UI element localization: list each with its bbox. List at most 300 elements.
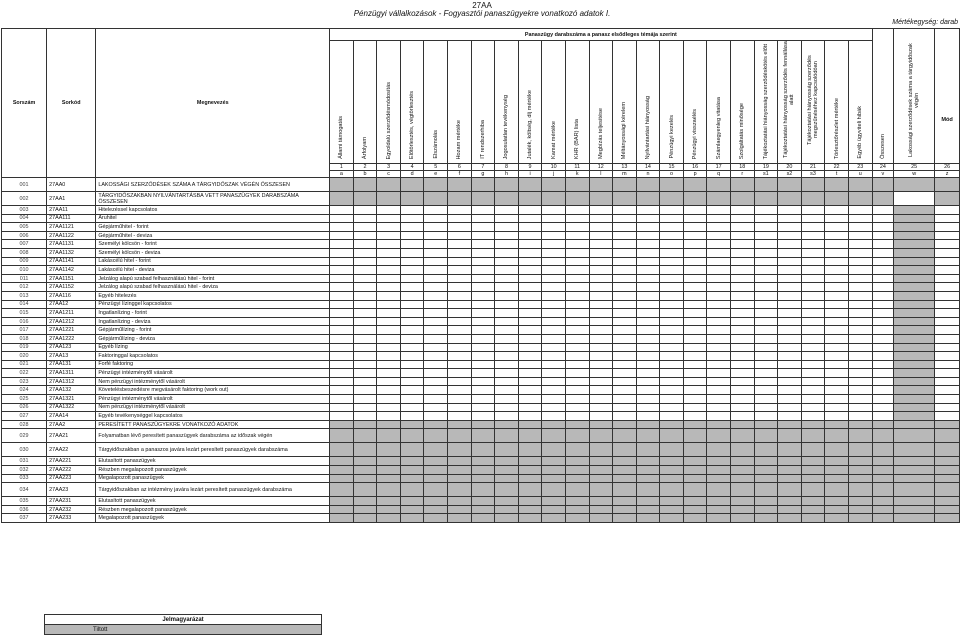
data-cell[interactable] <box>848 283 872 292</box>
data-cell[interactable] <box>730 369 754 378</box>
data-cell[interactable] <box>377 395 401 404</box>
data-cell[interactable] <box>683 412 707 421</box>
data-cell[interactable] <box>935 223 960 232</box>
data-cell[interactable] <box>848 352 872 361</box>
data-cell[interactable] <box>935 248 960 257</box>
data-cell[interactable] <box>778 343 802 352</box>
data-cell[interactable] <box>448 343 472 352</box>
data-cell[interactable] <box>565 266 589 275</box>
data-cell[interactable] <box>754 412 778 421</box>
data-cell[interactable] <box>471 274 495 283</box>
data-cell[interactable] <box>471 309 495 318</box>
data-cell[interactable] <box>424 223 448 232</box>
data-cell[interactable] <box>565 214 589 223</box>
data-cell[interactable] <box>448 334 472 343</box>
data-cell[interactable] <box>707 309 731 318</box>
data-cell[interactable] <box>778 274 802 283</box>
data-cell[interactable] <box>683 360 707 369</box>
data-cell[interactable] <box>872 377 894 386</box>
data-cell[interactable] <box>872 248 894 257</box>
data-cell[interactable] <box>518 240 542 249</box>
data-cell[interactable] <box>495 395 519 404</box>
data-cell[interactable] <box>801 291 825 300</box>
data-cell[interactable] <box>801 352 825 361</box>
data-cell[interactable] <box>778 257 802 266</box>
data-cell[interactable] <box>330 369 354 378</box>
data-cell[interactable] <box>778 395 802 404</box>
data-cell[interactable] <box>424 412 448 421</box>
data-cell[interactable] <box>353 206 377 215</box>
data-cell[interactable] <box>424 386 448 395</box>
data-cell[interactable] <box>825 257 849 266</box>
data-cell[interactable] <box>495 403 519 412</box>
data-cell[interactable] <box>935 309 960 318</box>
data-cell[interactable] <box>935 412 960 421</box>
data-cell[interactable] <box>848 343 872 352</box>
data-cell[interactable] <box>353 412 377 421</box>
data-cell[interactable] <box>754 326 778 335</box>
data-cell[interactable] <box>471 231 495 240</box>
data-cell[interactable] <box>660 240 684 249</box>
data-cell[interactable] <box>613 206 637 215</box>
data-cell[interactable] <box>660 403 684 412</box>
data-cell[interactable] <box>636 283 660 292</box>
data-cell[interactable] <box>471 343 495 352</box>
data-cell[interactable] <box>542 231 566 240</box>
data-cell[interactable] <box>778 326 802 335</box>
data-cell[interactable] <box>848 377 872 386</box>
data-cell[interactable] <box>353 403 377 412</box>
data-cell[interactable] <box>424 377 448 386</box>
data-cell[interactable] <box>377 223 401 232</box>
data-cell[interactable] <box>448 223 472 232</box>
data-cell[interactable] <box>424 240 448 249</box>
data-cell[interactable] <box>825 412 849 421</box>
data-cell[interactable] <box>495 343 519 352</box>
data-cell[interactable] <box>730 300 754 309</box>
data-cell[interactable] <box>872 291 894 300</box>
data-cell[interactable] <box>565 248 589 257</box>
data-cell[interactable] <box>518 326 542 335</box>
data-cell[interactable] <box>825 395 849 404</box>
data-cell[interactable] <box>330 248 354 257</box>
data-cell[interactable] <box>613 386 637 395</box>
data-cell[interactable] <box>848 317 872 326</box>
data-cell[interactable] <box>935 266 960 275</box>
data-cell[interactable] <box>471 317 495 326</box>
data-cell[interactable] <box>353 266 377 275</box>
data-cell[interactable] <box>778 266 802 275</box>
data-cell[interactable] <box>589 274 613 283</box>
data-cell[interactable] <box>589 369 613 378</box>
data-cell[interactable] <box>471 412 495 421</box>
data-cell[interactable] <box>400 291 424 300</box>
data-cell[interactable] <box>518 214 542 223</box>
data-cell[interactable] <box>636 248 660 257</box>
data-cell[interactable] <box>518 223 542 232</box>
data-cell[interactable] <box>448 386 472 395</box>
data-cell[interactable] <box>825 240 849 249</box>
data-cell[interactable] <box>754 395 778 404</box>
data-cell[interactable] <box>636 343 660 352</box>
data-cell[interactable] <box>872 274 894 283</box>
data-cell[interactable] <box>660 326 684 335</box>
data-cell[interactable] <box>542 360 566 369</box>
data-cell[interactable] <box>448 240 472 249</box>
data-cell[interactable] <box>848 412 872 421</box>
data-cell[interactable] <box>754 291 778 300</box>
data-cell[interactable] <box>424 291 448 300</box>
data-cell[interactable] <box>660 257 684 266</box>
data-cell[interactable] <box>825 206 849 215</box>
data-cell[interactable] <box>935 334 960 343</box>
data-cell[interactable] <box>589 360 613 369</box>
data-cell[interactable] <box>495 309 519 318</box>
data-cell[interactable] <box>707 283 731 292</box>
data-cell[interactable] <box>872 360 894 369</box>
data-cell[interactable] <box>518 352 542 361</box>
data-cell[interactable] <box>330 231 354 240</box>
data-cell[interactable] <box>330 352 354 361</box>
data-cell[interactable] <box>872 326 894 335</box>
data-cell[interactable] <box>518 403 542 412</box>
data-cell[interactable] <box>400 360 424 369</box>
data-cell[interactable] <box>518 377 542 386</box>
data-cell[interactable] <box>353 386 377 395</box>
data-cell[interactable] <box>660 283 684 292</box>
data-cell[interactable] <box>400 412 424 421</box>
data-cell[interactable] <box>730 352 754 361</box>
data-cell[interactable] <box>589 257 613 266</box>
data-cell[interactable] <box>707 231 731 240</box>
data-cell[interactable] <box>518 291 542 300</box>
data-cell[interactable] <box>471 386 495 395</box>
data-cell[interactable] <box>613 403 637 412</box>
data-cell[interactable] <box>801 343 825 352</box>
data-cell[interactable] <box>330 360 354 369</box>
data-cell[interactable] <box>636 386 660 395</box>
data-cell[interactable] <box>730 377 754 386</box>
data-cell[interactable] <box>660 317 684 326</box>
data-cell[interactable] <box>377 283 401 292</box>
data-cell[interactable] <box>589 352 613 361</box>
data-cell[interactable] <box>778 206 802 215</box>
data-cell[interactable] <box>636 257 660 266</box>
data-cell[interactable] <box>424 317 448 326</box>
data-cell[interactable] <box>848 223 872 232</box>
data-cell[interactable] <box>424 369 448 378</box>
data-cell[interactable] <box>400 309 424 318</box>
data-cell[interactable] <box>542 257 566 266</box>
data-cell[interactable] <box>848 214 872 223</box>
data-cell[interactable] <box>518 412 542 421</box>
data-cell[interactable] <box>448 352 472 361</box>
data-cell[interactable] <box>330 412 354 421</box>
data-cell[interactable] <box>400 334 424 343</box>
data-cell[interactable] <box>935 291 960 300</box>
data-cell[interactable] <box>707 291 731 300</box>
data-cell[interactable] <box>660 214 684 223</box>
data-cell[interactable] <box>683 326 707 335</box>
data-cell[interactable] <box>589 326 613 335</box>
data-cell[interactable] <box>848 274 872 283</box>
data-cell[interactable] <box>848 248 872 257</box>
data-cell[interactable] <box>636 334 660 343</box>
data-cell[interactable] <box>801 248 825 257</box>
data-cell[interactable] <box>565 300 589 309</box>
data-cell[interactable] <box>825 369 849 378</box>
data-cell[interactable] <box>353 283 377 292</box>
data-cell[interactable] <box>400 266 424 275</box>
data-cell[interactable] <box>730 334 754 343</box>
data-cell[interactable] <box>636 240 660 249</box>
data-cell[interactable] <box>471 326 495 335</box>
data-cell[interactable] <box>872 214 894 223</box>
data-cell[interactable] <box>707 257 731 266</box>
data-cell[interactable] <box>754 317 778 326</box>
data-cell[interactable] <box>565 283 589 292</box>
data-cell[interactable] <box>330 326 354 335</box>
data-cell[interactable] <box>377 334 401 343</box>
data-cell[interactable] <box>730 343 754 352</box>
data-cell[interactable] <box>542 266 566 275</box>
data-cell[interactable] <box>565 274 589 283</box>
data-cell[interactable] <box>471 240 495 249</box>
data-cell[interactable] <box>518 283 542 292</box>
data-cell[interactable] <box>471 352 495 361</box>
data-cell[interactable] <box>683 266 707 275</box>
data-cell[interactable] <box>377 360 401 369</box>
data-cell[interactable] <box>424 352 448 361</box>
data-cell[interactable] <box>518 257 542 266</box>
data-cell[interactable] <box>935 300 960 309</box>
data-cell[interactable] <box>377 266 401 275</box>
data-cell[interactable] <box>495 360 519 369</box>
data-cell[interactable] <box>400 240 424 249</box>
data-cell[interactable] <box>707 240 731 249</box>
data-cell[interactable] <box>730 317 754 326</box>
data-cell[interactable] <box>448 317 472 326</box>
data-cell[interactable] <box>330 343 354 352</box>
data-cell[interactable] <box>495 317 519 326</box>
data-cell[interactable] <box>353 352 377 361</box>
data-cell[interactable] <box>707 223 731 232</box>
data-cell[interactable] <box>518 300 542 309</box>
data-cell[interactable] <box>683 274 707 283</box>
data-cell[interactable] <box>754 214 778 223</box>
data-cell[interactable] <box>495 214 519 223</box>
data-cell[interactable] <box>754 309 778 318</box>
data-cell[interactable] <box>400 369 424 378</box>
data-cell[interactable] <box>894 192 935 206</box>
data-cell[interactable] <box>848 386 872 395</box>
data-cell[interactable] <box>636 309 660 318</box>
data-cell[interactable] <box>424 326 448 335</box>
data-cell[interactable] <box>935 343 960 352</box>
data-cell[interactable] <box>801 214 825 223</box>
data-cell[interactable] <box>353 223 377 232</box>
data-cell[interactable] <box>353 343 377 352</box>
data-cell[interactable] <box>872 309 894 318</box>
data-cell[interactable] <box>707 248 731 257</box>
data-cell[interactable] <box>471 223 495 232</box>
data-cell[interactable] <box>660 343 684 352</box>
data-cell[interactable] <box>801 274 825 283</box>
data-cell[interactable] <box>424 334 448 343</box>
data-cell[interactable] <box>683 369 707 378</box>
data-cell[interactable] <box>872 206 894 215</box>
data-cell[interactable] <box>565 360 589 369</box>
data-cell[interactable] <box>636 403 660 412</box>
data-cell[interactable] <box>424 283 448 292</box>
data-cell[interactable] <box>495 369 519 378</box>
data-cell[interactable] <box>495 326 519 335</box>
data-cell[interactable] <box>683 395 707 404</box>
data-cell[interactable] <box>683 317 707 326</box>
data-cell[interactable] <box>353 395 377 404</box>
data-cell[interactable] <box>778 300 802 309</box>
data-cell[interactable] <box>424 395 448 404</box>
data-cell[interactable] <box>848 403 872 412</box>
data-cell[interactable] <box>935 317 960 326</box>
data-cell[interactable] <box>330 300 354 309</box>
data-cell[interactable] <box>825 283 849 292</box>
data-cell[interactable] <box>471 403 495 412</box>
data-cell[interactable] <box>495 266 519 275</box>
data-cell[interactable] <box>330 309 354 318</box>
data-cell[interactable] <box>495 274 519 283</box>
data-cell[interactable] <box>636 360 660 369</box>
data-cell[interactable] <box>542 317 566 326</box>
data-cell[interactable] <box>683 386 707 395</box>
data-cell[interactable] <box>448 248 472 257</box>
data-cell[interactable] <box>565 377 589 386</box>
data-cell[interactable] <box>330 395 354 404</box>
data-cell[interactable] <box>565 231 589 240</box>
data-cell[interactable] <box>400 403 424 412</box>
data-cell[interactable] <box>872 283 894 292</box>
data-cell[interactable] <box>424 343 448 352</box>
data-cell[interactable] <box>935 377 960 386</box>
data-cell[interactable] <box>353 248 377 257</box>
data-cell[interactable] <box>400 283 424 292</box>
data-cell[interactable] <box>683 206 707 215</box>
data-cell[interactable] <box>683 377 707 386</box>
data-cell[interactable] <box>377 326 401 335</box>
data-cell[interactable] <box>400 274 424 283</box>
data-cell[interactable] <box>825 266 849 275</box>
data-cell[interactable] <box>400 326 424 335</box>
data-cell[interactable] <box>636 395 660 404</box>
data-cell[interactable] <box>471 369 495 378</box>
data-cell[interactable] <box>825 360 849 369</box>
data-cell[interactable] <box>801 403 825 412</box>
data-cell[interactable] <box>377 412 401 421</box>
data-cell[interactable] <box>730 386 754 395</box>
data-cell[interactable] <box>825 377 849 386</box>
data-cell[interactable] <box>707 395 731 404</box>
data-cell[interactable] <box>707 360 731 369</box>
data-cell[interactable] <box>448 206 472 215</box>
data-cell[interactable] <box>801 257 825 266</box>
data-cell[interactable] <box>825 343 849 352</box>
data-cell[interactable] <box>495 377 519 386</box>
data-cell[interactable] <box>754 377 778 386</box>
data-cell[interactable] <box>424 231 448 240</box>
data-cell[interactable] <box>542 352 566 361</box>
data-cell[interactable] <box>636 214 660 223</box>
data-cell[interactable] <box>683 223 707 232</box>
data-cell[interactable] <box>801 231 825 240</box>
data-cell[interactable] <box>542 326 566 335</box>
data-cell[interactable] <box>935 403 960 412</box>
data-cell[interactable] <box>589 334 613 343</box>
data-cell[interactable] <box>683 214 707 223</box>
data-cell[interactable] <box>730 283 754 292</box>
data-cell[interactable] <box>613 257 637 266</box>
data-cell[interactable] <box>935 283 960 292</box>
data-cell[interactable] <box>872 300 894 309</box>
data-cell[interactable] <box>542 334 566 343</box>
data-cell[interactable] <box>848 291 872 300</box>
data-cell[interactable] <box>778 214 802 223</box>
data-cell[interactable] <box>353 291 377 300</box>
data-cell[interactable] <box>613 412 637 421</box>
data-cell[interactable] <box>613 248 637 257</box>
data-cell[interactable] <box>848 309 872 318</box>
data-cell[interactable] <box>778 360 802 369</box>
data-cell[interactable] <box>660 352 684 361</box>
data-cell[interactable] <box>424 274 448 283</box>
data-cell[interactable] <box>754 206 778 215</box>
data-cell[interactable] <box>660 291 684 300</box>
data-cell[interactable] <box>330 274 354 283</box>
data-cell[interactable] <box>754 403 778 412</box>
data-cell[interactable] <box>495 223 519 232</box>
data-cell[interactable] <box>660 412 684 421</box>
data-cell[interactable] <box>448 274 472 283</box>
data-cell[interactable] <box>636 266 660 275</box>
data-cell[interactable] <box>495 283 519 292</box>
data-cell[interactable] <box>377 248 401 257</box>
data-cell[interactable] <box>801 300 825 309</box>
data-cell[interactable] <box>730 360 754 369</box>
data-cell[interactable] <box>565 240 589 249</box>
data-cell[interactable] <box>872 231 894 240</box>
data-cell[interactable] <box>825 403 849 412</box>
data-cell[interactable] <box>542 223 566 232</box>
data-cell[interactable] <box>589 343 613 352</box>
data-cell[interactable] <box>565 343 589 352</box>
data-cell[interactable] <box>495 240 519 249</box>
data-cell[interactable] <box>660 386 684 395</box>
data-cell[interactable] <box>683 257 707 266</box>
data-cell[interactable] <box>565 386 589 395</box>
data-cell[interactable] <box>353 214 377 223</box>
data-cell[interactable] <box>613 223 637 232</box>
data-cell[interactable] <box>542 377 566 386</box>
data-cell[interactable] <box>448 395 472 404</box>
data-cell[interactable] <box>636 352 660 361</box>
data-cell[interactable] <box>707 300 731 309</box>
data-cell[interactable] <box>542 214 566 223</box>
data-cell[interactable] <box>707 377 731 386</box>
data-cell[interactable] <box>613 291 637 300</box>
data-cell[interactable] <box>754 369 778 378</box>
data-cell[interactable] <box>565 257 589 266</box>
data-cell[interactable] <box>518 231 542 240</box>
data-cell[interactable] <box>636 326 660 335</box>
